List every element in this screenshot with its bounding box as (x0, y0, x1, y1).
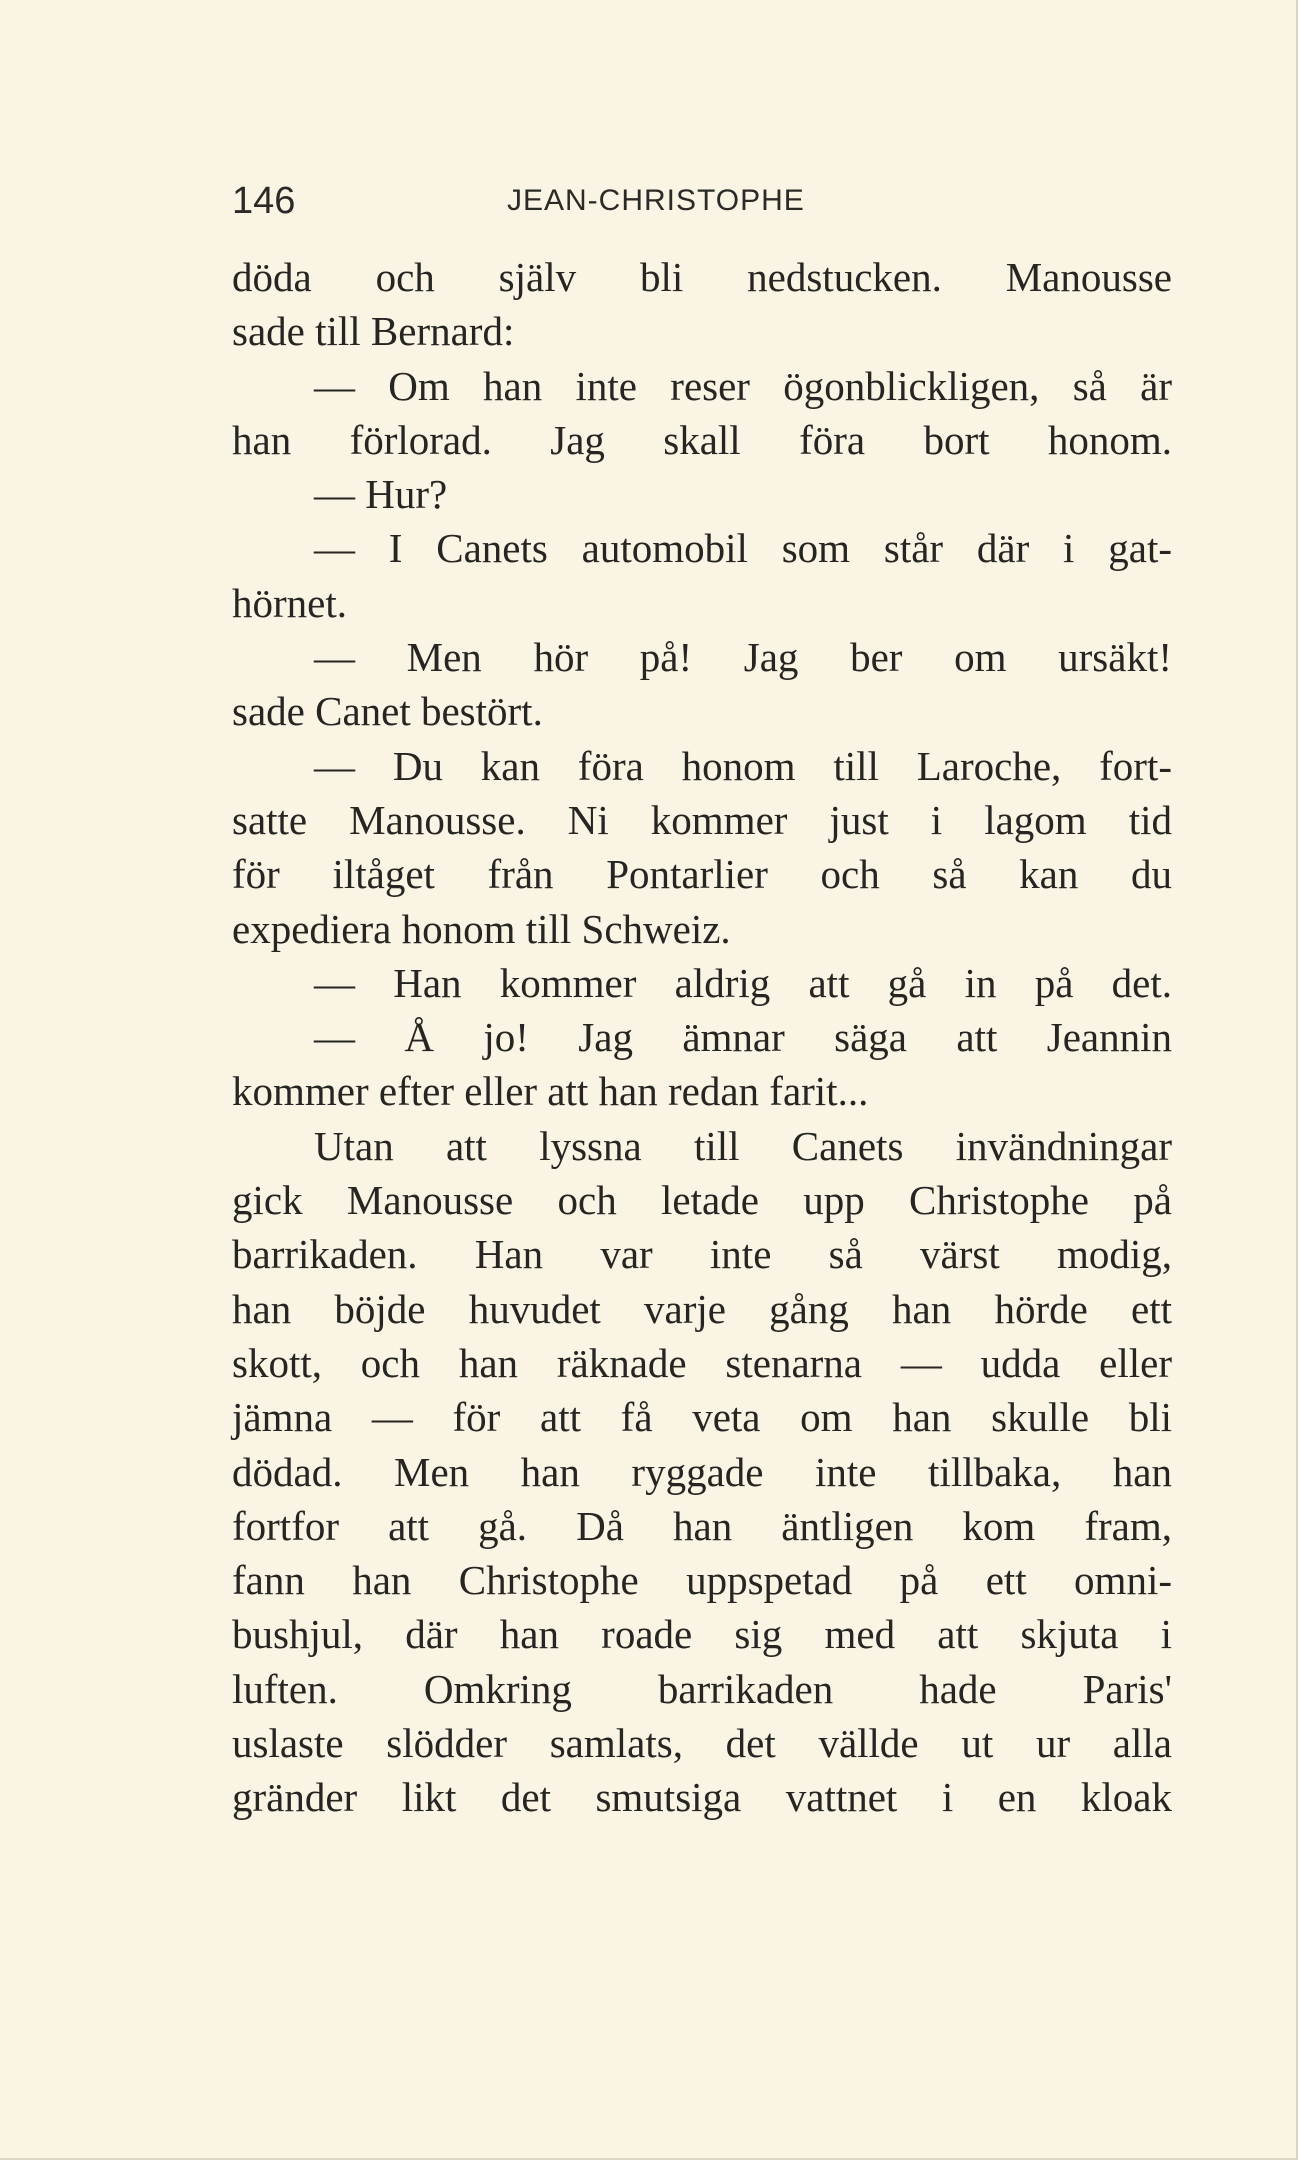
text-line: satte Manousse. Ni kommer just i lagom tid (232, 796, 1172, 843)
text-line: — I Canets automobil som står där i gat- (314, 525, 1172, 572)
text-line: — Du kan föra honom till Laroche, fort- (314, 742, 1172, 789)
text-line: gränder likt det smutsiga vattnet i en kloak (232, 1774, 1172, 1821)
text-line: Utan att lyssna till Canets invändningar (314, 1122, 1172, 1169)
page-header (232, 180, 852, 230)
text-line: för iltåget från Pontarlier och så kan du (232, 851, 1172, 898)
text-line: barrikaden. Han var inte så värst modig, (232, 1231, 1172, 1278)
text-line: sade Canet bestört. (232, 688, 543, 735)
text-line: han böjde huvudet varje gång han hörde ett (232, 1285, 1172, 1332)
text-line: luften. Omkring barrikaden hade Paris' (232, 1665, 1172, 1712)
body-text (232, 250, 1172, 1825)
text-line: — Men hör på! Jag ber om ursäkt! (314, 634, 1172, 681)
text-line: gick Manousse och letade upp Christophe på (232, 1177, 1172, 1224)
text-line: — Å jo! Jag ämnar säga att Jeannin (314, 1014, 1172, 1061)
text-line: jämna — för att få veta om han skulle bli (232, 1394, 1172, 1441)
text-line: uslaste slödder samlats, det vällde ut ur alla (232, 1720, 1172, 1767)
text-line: sade till Bernard: (232, 308, 515, 355)
text-line: han förlorad. Jag skall föra bort honom. (232, 416, 1172, 463)
text-line: dödad. Men han ryggade inte tillbaka, han (232, 1448, 1172, 1495)
text-line: hörnet. (232, 579, 347, 626)
text-line: skott, och han räknade stenarna — udda eller (232, 1339, 1172, 1386)
text-line: — Om han inte reser ögonblickligen, så är (314, 362, 1172, 409)
text-line: kommer efter eller att han redan farit... (232, 1068, 869, 1115)
text-line: fann han Christophe uppspetad på ett omni- (232, 1557, 1172, 1604)
text-line: bushjul, där han roade sig med att skjuta i (232, 1611, 1172, 1658)
text-line: döda och själv bli nedstucken. Manousse (232, 254, 1172, 300)
running-title: JEAN-CHRISTOPHE (507, 184, 805, 217)
page-number: 146 (232, 180, 296, 222)
text-line: — Han kommer aldrig att gå in på det. (314, 959, 1172, 1006)
text-line: fortfor att gå. Då han äntligen kom fram, (232, 1502, 1172, 1549)
text-line: — Hur? (314, 471, 448, 518)
text-line: expediera honom till Schweiz. (232, 905, 731, 952)
